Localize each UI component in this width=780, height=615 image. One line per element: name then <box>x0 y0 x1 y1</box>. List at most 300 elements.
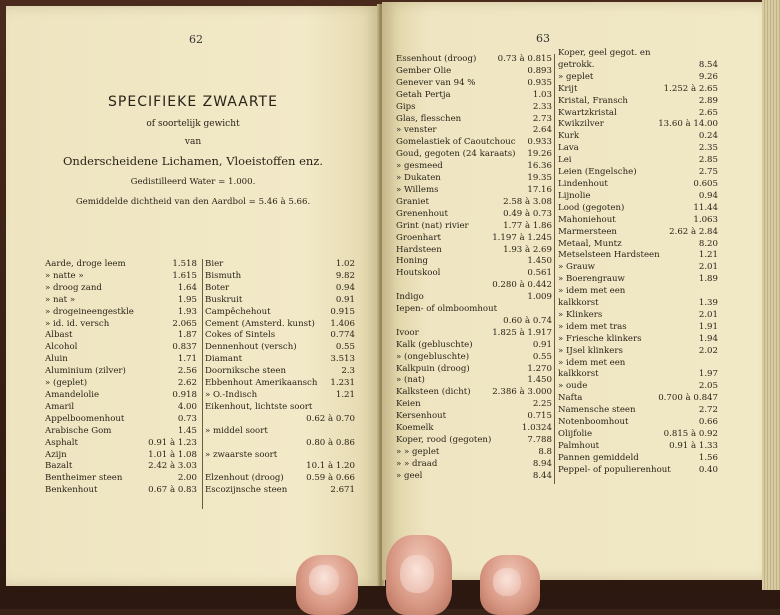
density-value: 2.00 <box>177 473 197 484</box>
density-value: 1.97 <box>698 369 718 380</box>
subtitle: Onderscheidene Lichamen, Vloeistoffen enz. <box>62 154 323 168</box>
subtitle: van <box>184 137 202 147</box>
density-value: 0.66 <box>698 417 718 428</box>
table-row <box>558 131 718 143</box>
table-row <box>558 108 718 120</box>
subtitle: Gemiddelde dichtheid van den Aardbol = 5.46 à 5.66. <box>75 197 311 207</box>
subtitle: Gedistilleerd Water = 1.000. <box>130 177 256 187</box>
density-value: 2.72 <box>698 405 718 416</box>
substance-name: » nat » <box>45 294 76 305</box>
substance-name: kalkkorst <box>558 298 599 309</box>
substance-name: Metselsteen Hardsteen <box>558 250 660 261</box>
table-column <box>205 259 355 497</box>
substance-name: Amandelolie <box>45 389 100 400</box>
substance-name: Boter <box>205 282 230 293</box>
substance-name: » (geplet) <box>45 378 88 389</box>
density-value: 2.42 à 3.03 <box>148 461 197 472</box>
table-row <box>396 328 552 340</box>
table-row <box>396 375 552 387</box>
substance-name: Eikenhout, lichtste soort <box>205 401 313 412</box>
table-row <box>45 283 197 295</box>
table-row <box>558 393 718 405</box>
density-value: 1.231 <box>330 378 355 389</box>
table-row <box>205 366 355 378</box>
substance-name: Escozijnsche steen <box>205 485 288 496</box>
table-row <box>396 185 552 197</box>
substance-name: Alcohol <box>45 342 78 353</box>
density-value: 9.82 <box>335 270 355 281</box>
substance-name: » droog zand <box>45 282 102 293</box>
substance-name: Bismuth <box>205 270 242 281</box>
density-value: 2.671 <box>330 485 355 496</box>
table-row <box>558 191 718 203</box>
density-value: 1.87 <box>177 330 197 341</box>
density-value: 1.01 à 1.08 <box>148 449 197 460</box>
density-value: 2.01 <box>698 262 718 273</box>
table-row <box>205 330 355 342</box>
density-value: 2.58 à 3.08 <box>503 196 552 207</box>
table-column <box>558 48 718 477</box>
substance-name: Lood (gegoten) <box>558 202 625 213</box>
table-row <box>558 203 718 215</box>
density-value <box>353 402 355 414</box>
table-row <box>558 405 718 417</box>
table-row <box>45 473 197 485</box>
substance-name: Gomelastiek of Caoutchouc <box>396 137 516 148</box>
substance-name: » gesmeed <box>396 161 443 172</box>
density-value: 0.605 <box>693 178 718 189</box>
substance-name: Kalk (gebluschte) <box>396 339 473 350</box>
density-value: 1.56 <box>698 452 718 463</box>
substance-name: Arabische Gom <box>45 425 112 436</box>
density-value: 0.94 <box>335 282 355 293</box>
substance-name: Aluin <box>45 354 68 365</box>
table-row <box>558 274 718 286</box>
substance-name: getrokk. <box>558 59 595 70</box>
table-row <box>45 378 197 390</box>
table-row <box>396 256 552 268</box>
table-row <box>558 417 718 429</box>
density-value: 2.01 <box>698 309 718 320</box>
table-row <box>205 378 355 390</box>
density-value: 0.915 <box>330 306 355 317</box>
table-row <box>558 346 718 358</box>
table-row <box>45 402 197 414</box>
substance-name: Kalksteen (dicht) <box>396 387 471 398</box>
density-value: 0.55 <box>532 351 552 362</box>
substance-name: Azijn <box>45 449 67 460</box>
table-row <box>205 319 355 331</box>
table-row <box>205 450 355 462</box>
substance-name: Notenboomhout <box>558 417 629 428</box>
substance-name: » middel soort <box>205 425 268 436</box>
density-value: 1.64 <box>177 282 197 293</box>
table-row <box>396 137 552 149</box>
density-value: 2.35 <box>698 143 718 154</box>
table-row <box>396 114 552 126</box>
density-value: 7.788 <box>527 435 552 445</box>
table-row <box>558 310 718 322</box>
table-row <box>205 426 355 438</box>
table-row <box>396 221 552 233</box>
substance-name: » (ongebluschte) <box>396 351 470 362</box>
density-value <box>716 286 718 298</box>
substance-name: Ivoor <box>396 327 419 338</box>
density-value: 0.837 <box>172 342 197 353</box>
density-value <box>353 450 355 462</box>
page-title: SPECIFIEKE ZWAARTE <box>108 94 278 110</box>
subtitle: of soortelijk gewicht <box>146 119 240 129</box>
density-value: 0.73 <box>177 413 197 424</box>
density-value: 0.60 à 0.74 <box>503 315 552 326</box>
density-value: 1.406 <box>330 318 355 329</box>
density-value: 2.62 à 2.84 <box>669 226 718 237</box>
substance-name: » idem met een <box>558 286 626 297</box>
table-row <box>45 426 197 438</box>
table-row <box>558 84 718 96</box>
substance-name: » id. id. versch <box>45 318 110 329</box>
table-row <box>205 295 355 307</box>
table-row <box>558 167 718 179</box>
substance-name: Essenhout (droog) <box>396 54 477 64</box>
page-edges <box>762 0 780 590</box>
substance-name <box>396 280 490 292</box>
substance-name: Appelboomenhout <box>45 413 125 424</box>
substance-name: Benkenhout <box>45 485 98 496</box>
substance-name: » drogeineengestkle <box>45 306 134 317</box>
substance-name: Namensche steen <box>558 405 636 416</box>
table-row <box>45 438 197 450</box>
table-row <box>396 352 552 364</box>
density-value: 2.64 <box>532 125 552 136</box>
table-row <box>558 262 718 274</box>
density-value: 0.700 à 0.847 <box>658 393 718 404</box>
table-row <box>45 450 197 462</box>
table-row <box>45 390 197 402</box>
density-value <box>716 48 718 60</box>
table-row <box>558 60 718 72</box>
density-value: 2.05 <box>698 381 718 392</box>
table-row <box>205 259 355 271</box>
table-row <box>45 485 197 497</box>
substance-name: Krijt <box>558 83 578 94</box>
table-row <box>558 96 718 108</box>
substance-name: Kwikzilver <box>558 119 604 130</box>
density-value: 8.54 <box>698 59 718 70</box>
density-value: 1.009 <box>527 292 552 303</box>
table-row <box>396 471 552 483</box>
table-row <box>396 149 552 161</box>
table-row <box>396 90 552 102</box>
substance-name: Dennenhout (versch) <box>205 342 297 353</box>
substance-name: » O.-Indisch <box>205 389 258 400</box>
substance-name: Lava <box>558 143 579 154</box>
fingernail <box>493 568 521 596</box>
right-page <box>382 2 762 580</box>
density-value: 8.8 <box>538 446 552 457</box>
substance-name: Leien (Engelsche) <box>558 167 637 178</box>
left-page <box>6 6 380 586</box>
substance-name: Aluminium (zilver) <box>45 366 126 377</box>
substance-name: Koemelk <box>396 423 434 434</box>
substance-name: » zwaarste soort <box>205 449 278 460</box>
table-row <box>45 330 197 342</box>
table-row <box>558 227 718 239</box>
table-row <box>558 286 718 298</box>
density-value: 8.94 <box>532 458 552 469</box>
substance-name: » Grauw <box>558 262 595 273</box>
density-value: 1.825 à 1.917 <box>492 327 552 338</box>
density-value: 13.60 à 14.00 <box>658 119 718 130</box>
table-row <box>45 319 197 331</box>
substance-name <box>205 414 304 426</box>
density-value: 1.91 <box>698 321 718 332</box>
table-column <box>396 54 552 483</box>
substance-name: Cokes of Sintels <box>205 330 276 341</box>
substance-name: Kersenhout <box>396 411 447 422</box>
table-row <box>396 340 552 352</box>
density-value: 9.26 <box>698 71 718 82</box>
table-row <box>45 366 197 378</box>
substance-name: Getah Pertja <box>396 89 451 100</box>
table-row <box>205 473 355 485</box>
substance-name: Keien <box>396 399 421 410</box>
substance-name: Diamant <box>205 354 243 365</box>
density-value: 1.02 <box>335 259 355 269</box>
substance-name: Aarde, droge leem <box>45 259 126 269</box>
density-value: 1.270 <box>527 363 552 374</box>
table-row <box>558 72 718 84</box>
density-value: 1.615 <box>172 270 197 281</box>
table-row <box>205 354 355 366</box>
table-row <box>396 280 552 292</box>
density-value: 1.71 <box>177 354 197 365</box>
density-value: 0.49 à 0.73 <box>503 208 552 219</box>
table-row <box>205 461 355 473</box>
density-value: 1.450 <box>527 256 552 267</box>
substance-name <box>205 461 304 473</box>
table-row <box>45 307 197 319</box>
substance-name: » » draad <box>396 458 438 469</box>
column-divider <box>554 54 555 484</box>
table-row <box>396 268 552 280</box>
substance-name: Kwartzkristal <box>558 107 617 118</box>
table-row <box>558 155 718 167</box>
substance-name: » venster <box>396 125 437 136</box>
substance-name: Asphalt <box>45 437 78 448</box>
table-row <box>396 173 552 185</box>
substance-name: » (nat) <box>396 375 425 386</box>
table-row <box>558 215 718 227</box>
density-value: 17.16 <box>527 184 552 195</box>
substance-name: » idem met tras <box>558 321 627 332</box>
table-row <box>558 298 718 310</box>
density-value: 0.561 <box>527 268 552 279</box>
density-value: 2.25 <box>532 399 552 410</box>
substance-name: Koper, geel gegot. en <box>558 48 651 58</box>
table-row <box>396 423 552 435</box>
density-value: 8.20 <box>698 238 718 249</box>
density-value: 0.893 <box>527 65 552 76</box>
table-row <box>205 414 355 426</box>
table-row <box>396 197 552 209</box>
substance-name: Gember Olie <box>396 65 452 76</box>
substance-name: Genever van 94 % <box>396 77 476 88</box>
density-value: 1.197 à 1.245 <box>492 232 552 243</box>
column-divider <box>202 259 203 509</box>
table-row <box>396 411 552 423</box>
density-value: 0.40 <box>698 464 718 475</box>
table-row <box>396 245 552 257</box>
table-row <box>45 295 197 307</box>
density-value: 0.774 <box>330 330 355 341</box>
density-value <box>353 426 355 438</box>
density-value: 2.62 <box>177 378 197 389</box>
substance-name: Hardsteen <box>396 244 442 255</box>
density-value: 1.063 <box>693 214 718 225</box>
table-row <box>205 485 355 497</box>
density-value: 2.89 <box>698 95 718 106</box>
table-row <box>558 369 718 381</box>
substance-name: » Willems <box>396 184 439 195</box>
density-value: 2.85 <box>698 155 718 166</box>
substance-name: » geel <box>396 470 423 481</box>
table-row <box>558 381 718 393</box>
substance-name: Metaal, Muntz <box>558 238 622 249</box>
substance-name: Palmhout <box>558 440 600 451</box>
page-number: 62 <box>189 33 203 46</box>
density-value: 1.95 <box>177 294 197 305</box>
density-value: 2.75 <box>698 167 718 178</box>
table-row <box>396 459 552 471</box>
substance-name: » idem met een <box>558 357 626 368</box>
table-row <box>205 342 355 354</box>
table-row <box>396 364 552 376</box>
density-value: 1.450 <box>527 375 552 386</box>
table-row <box>396 447 552 459</box>
density-value: 11.44 <box>693 202 718 213</box>
density-value: 0.91 <box>532 339 552 350</box>
density-value: 2.73 <box>532 113 552 124</box>
substance-name: Nafta <box>558 393 583 404</box>
density-value: 1.93 à 2.69 <box>503 244 552 255</box>
substance-name: Marmersteen <box>558 226 617 237</box>
substance-name: Kurk <box>558 131 580 142</box>
table-row <box>558 239 718 251</box>
table-row <box>205 271 355 283</box>
density-value: 1.39 <box>698 298 718 309</box>
density-value: 0.55 <box>335 342 355 353</box>
table-row <box>45 271 197 283</box>
substance-name: Groenhart <box>396 232 441 243</box>
table-row <box>396 316 552 328</box>
density-value: 19.35 <box>527 173 552 184</box>
table-row <box>558 453 718 465</box>
substance-name: Indigo <box>396 292 424 303</box>
table-row <box>396 435 552 447</box>
substance-name: » » geplet <box>396 446 440 457</box>
density-value: 0.918 <box>172 389 197 400</box>
substance-name <box>396 316 501 328</box>
substance-name: Elzenhout (droog) <box>205 473 284 484</box>
density-value: 0.67 à 0.83 <box>148 485 197 496</box>
substance-name: Ebbenhout Amerikaansch <box>205 378 318 389</box>
density-value: 1.94 <box>698 333 718 344</box>
density-value: 1.45 <box>177 425 197 436</box>
density-value: 8.44 <box>532 470 552 481</box>
density-value: 0.815 à 0.92 <box>663 429 718 439</box>
substance-name: Albast <box>45 330 73 341</box>
substance-name: Grenenhout <box>396 208 448 219</box>
table-row <box>558 119 718 131</box>
density-value: 0.91 à 1.23 <box>148 437 197 448</box>
density-value: 1.0324 <box>521 423 552 434</box>
table-row <box>396 233 552 245</box>
table-row <box>558 441 718 453</box>
substance-name: » oude <box>558 381 588 392</box>
substance-name: Bier <box>205 259 224 269</box>
table-row <box>205 402 355 414</box>
density-value: 0.933 <box>527 137 552 148</box>
table-row <box>558 48 718 60</box>
density-value <box>716 358 718 370</box>
table-row <box>396 78 552 90</box>
density-value: 0.91 <box>335 294 355 305</box>
table-row <box>558 429 718 441</box>
density-value: 1.252 à 2.65 <box>663 83 718 94</box>
table-row <box>45 354 197 366</box>
substance-name: » natte » <box>45 270 84 281</box>
substance-name: » geplet <box>558 71 594 82</box>
density-value: 1.21 <box>698 250 718 261</box>
substance-name: Glas, flesschen <box>396 113 462 124</box>
density-value: 10.1 à 1.20 <box>306 461 355 472</box>
substance-name: Peppel- of populierenhout <box>558 464 671 475</box>
table-row <box>45 414 197 426</box>
substance-name: Campêchehout <box>205 306 271 317</box>
density-value: 2.56 <box>177 366 197 377</box>
density-value: 1.77 à 1.86 <box>503 220 552 231</box>
table-row <box>205 283 355 295</box>
substance-name: Graniet <box>396 196 429 207</box>
density-value: 2.386 à 3.000 <box>492 387 552 398</box>
fingernail <box>309 565 339 595</box>
table-row <box>558 465 718 477</box>
substance-name: Bentheimer steen <box>45 473 123 484</box>
density-value: 1.21 <box>335 389 355 400</box>
fingernail <box>400 555 434 593</box>
table-row <box>45 461 197 473</box>
density-value: 1.03 <box>532 89 552 100</box>
substance-name: Grint (nat) rivier <box>396 220 469 231</box>
density-value: 19.26 <box>527 149 552 160</box>
density-value: 2.02 <box>698 345 718 356</box>
substance-name: » IJsel klinkers <box>558 345 623 356</box>
table-row <box>205 390 355 402</box>
substance-name: » Friesche klinkers <box>558 333 642 344</box>
density-value: 0.91 à 1.33 <box>669 440 718 451</box>
substance-name: Pannen gemiddeld <box>558 452 639 463</box>
density-value: 0.935 <box>527 77 552 88</box>
table-row <box>558 250 718 262</box>
density-value: 1.93 <box>177 306 197 317</box>
density-value: 0.24 <box>698 131 718 142</box>
density-value: 1.518 <box>172 259 197 269</box>
table-row <box>45 342 197 354</box>
substance-name: Honing <box>396 256 428 267</box>
table-row <box>396 209 552 221</box>
substance-name: Bazalt <box>45 461 73 472</box>
